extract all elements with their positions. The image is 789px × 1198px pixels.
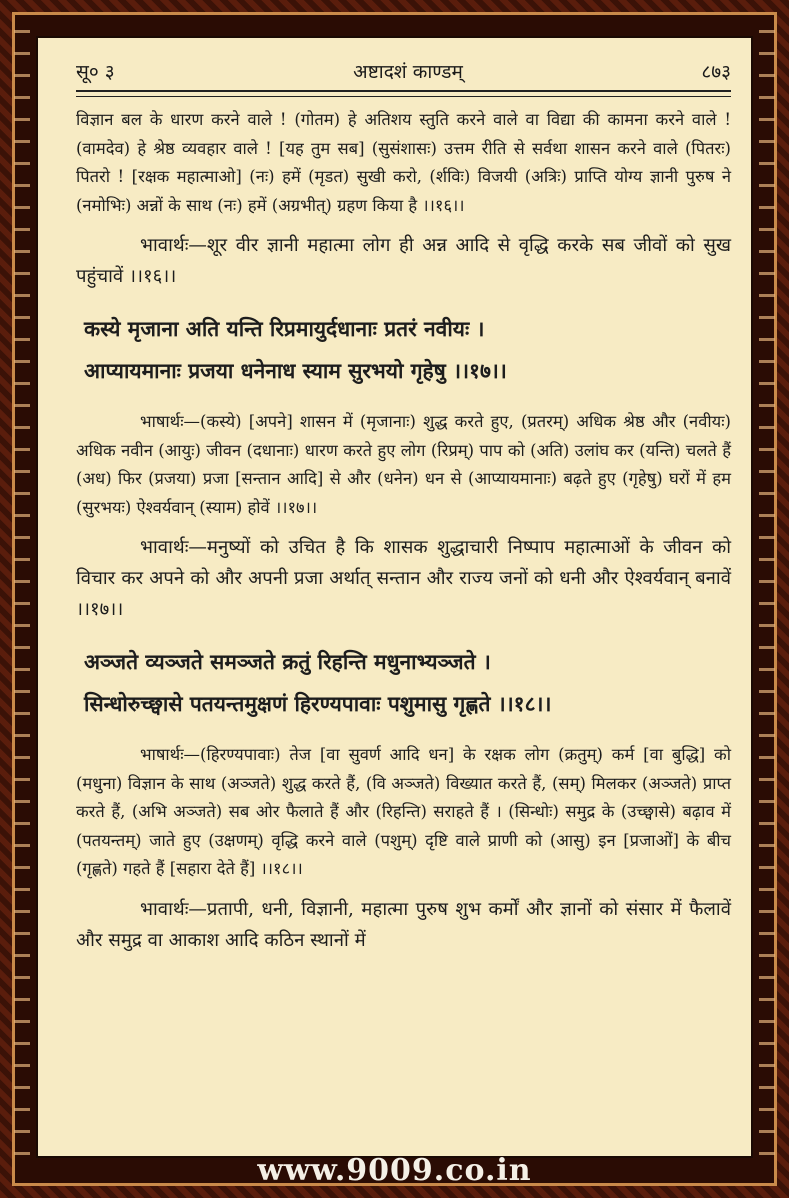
- translation-paragraph-16: विज्ञान बल के धारण करने वाले ! (गोतम) हे अतिशय स्तुति करने वाले वा विद्या की कामना करने वाले ! (वामदेव) हे श्रेष्ठ व्यवहार वाले ! [यह तुम सब] (सुसंशासः) उत्तम रीति से सर्वथा शासन करने वाले (पितरः) पितरो ! [रक्षक महात्माओ] (नः) हमें (मृडत) सुखी करो, (र्शविः) विजयी (अत्रिः) प्राप्ति योग्य ज्ञानी पुरुष ने (नमोभिः) अन्नों के साथ (नः) हमें (अग्रभीत्) ग्रहण किया है ।।१६।।: [76, 110, 731, 215]
- translation-paragraph-18: भाषार्थः—(हिरण्यपावाः) तेज [वा सुवर्ण आदि धन] के रक्षक लोग (क्रतुम्) कर्म [वा बुद्धि] को (मधुना) विज्ञान के साथ (अञ्जते) शुद्ध करते हैं, (वि अञ्जते) विख्यात करते हैं, (सम्) मिलकर (अञ्जते) प्राप्त करते हैं, (अभि अञ्जते) सब ओर फैलाते हैं और (रिहन्ति) सराहते हैं । (सिन्धोः) समुद्र के (उच्छ्वासे) बढ़ाव में (पतयन्तम्) जाते हुए (उक्षणम्) वृद्धि करने वाले (पशुम्) दृष्टि वाले प्राणी को (आसु) इन [प्रजाओं] के बीच (गृह्णते) गहते हैं [सहारा देते हैं] ।।१८।।: [76, 745, 731, 878]
- left-ornament: [14, 30, 30, 1168]
- scripture-page: [36, 36, 753, 1158]
- bhavartha-16: भावार्थः—शूर वीर ज्ञानी महात्मा लोग ही अन्न आदि से वृद्धि करके सब जीवों को सुख पहुंचावें ।।१६।।: [76, 235, 731, 287]
- bhavartha-18: भावार्थः—प्रतापी, धनी, विज्ञानी, महात्मा पुरुष शुभ कर्मों और ज्ञानों को संसार में फैलावें और समुद्र वा आकाश आदि कठिन स्थानों में: [76, 898, 731, 951]
- mantra-18-line-2: सिन्धोरुच्छ्वासे पतयन्तमुक्षणं हिरण्यपावाः पशुमासु गृह्णते ।।१८।।: [84, 691, 552, 716]
- bhavartha-17: भावार्थः—मनुष्यों को उचित है कि शासक शुद्धाचारी निष्पाप महात्माओं के जीवन को विचार कर अपने को और अपनी प्रजा अर्थात् सन्तान और राज्य जनों को धनी और ऐश्वर्यवान् बनावें ।।१७।।: [76, 537, 731, 620]
- mantra-17: [76, 308, 731, 392]
- translation-paragraph-17: भाषार्थः—(कस्ये) [अपने] शासन में (मृजानाः) शुद्ध करते हुए, (प्रतरम्) अधिक श्रेष्ठ और (नवीयः) अधिक नवीन (आयुः) जीवन (दधानाः) धारण करते हुए लोग (रिप्रम्) पाप को (अति) उलांघ कर (यन्ति) चलते हैं (अध) फिर (प्रजया) प्रजा [सन्तान आदि] से और (धनेन) धन से (आप्यायमानाः) बढ़ते हुए (गृहेषु) घरों में हम (सुरभयः) ऐश्वर्यवान् (स्याम) होवें ।।१७।।: [76, 412, 731, 517]
- page-number: ८७३: [701, 61, 731, 83]
- website-url: www.9009.co.in: [257, 1153, 532, 1188]
- right-ornament: [759, 30, 775, 1168]
- mantra-18: [76, 641, 731, 725]
- sukta-number: सू० ३: [76, 61, 115, 83]
- mantra-17-line-1: कस्ये मृजाना अति यन्ति रिप्रमायुर्दधानाः प्रतरं नवीयः ।: [84, 316, 485, 341]
- page-content: [76, 106, 731, 972]
- mantra-17-line-2: आप्यायमानाः प्रजया धनेनाध स्याम सुरभयो गृहेषु ।।१७।।: [84, 358, 507, 383]
- kanda-title: अष्टादशं काण्डम्: [353, 61, 463, 83]
- header-rule: [76, 90, 731, 97]
- mantra-18-line-1: अञ्जते व्यञ्जते समञ्जते क्रतुं रिहन्ति मधुनाभ्यञ्जते ।: [84, 649, 491, 674]
- page-header: [76, 56, 731, 86]
